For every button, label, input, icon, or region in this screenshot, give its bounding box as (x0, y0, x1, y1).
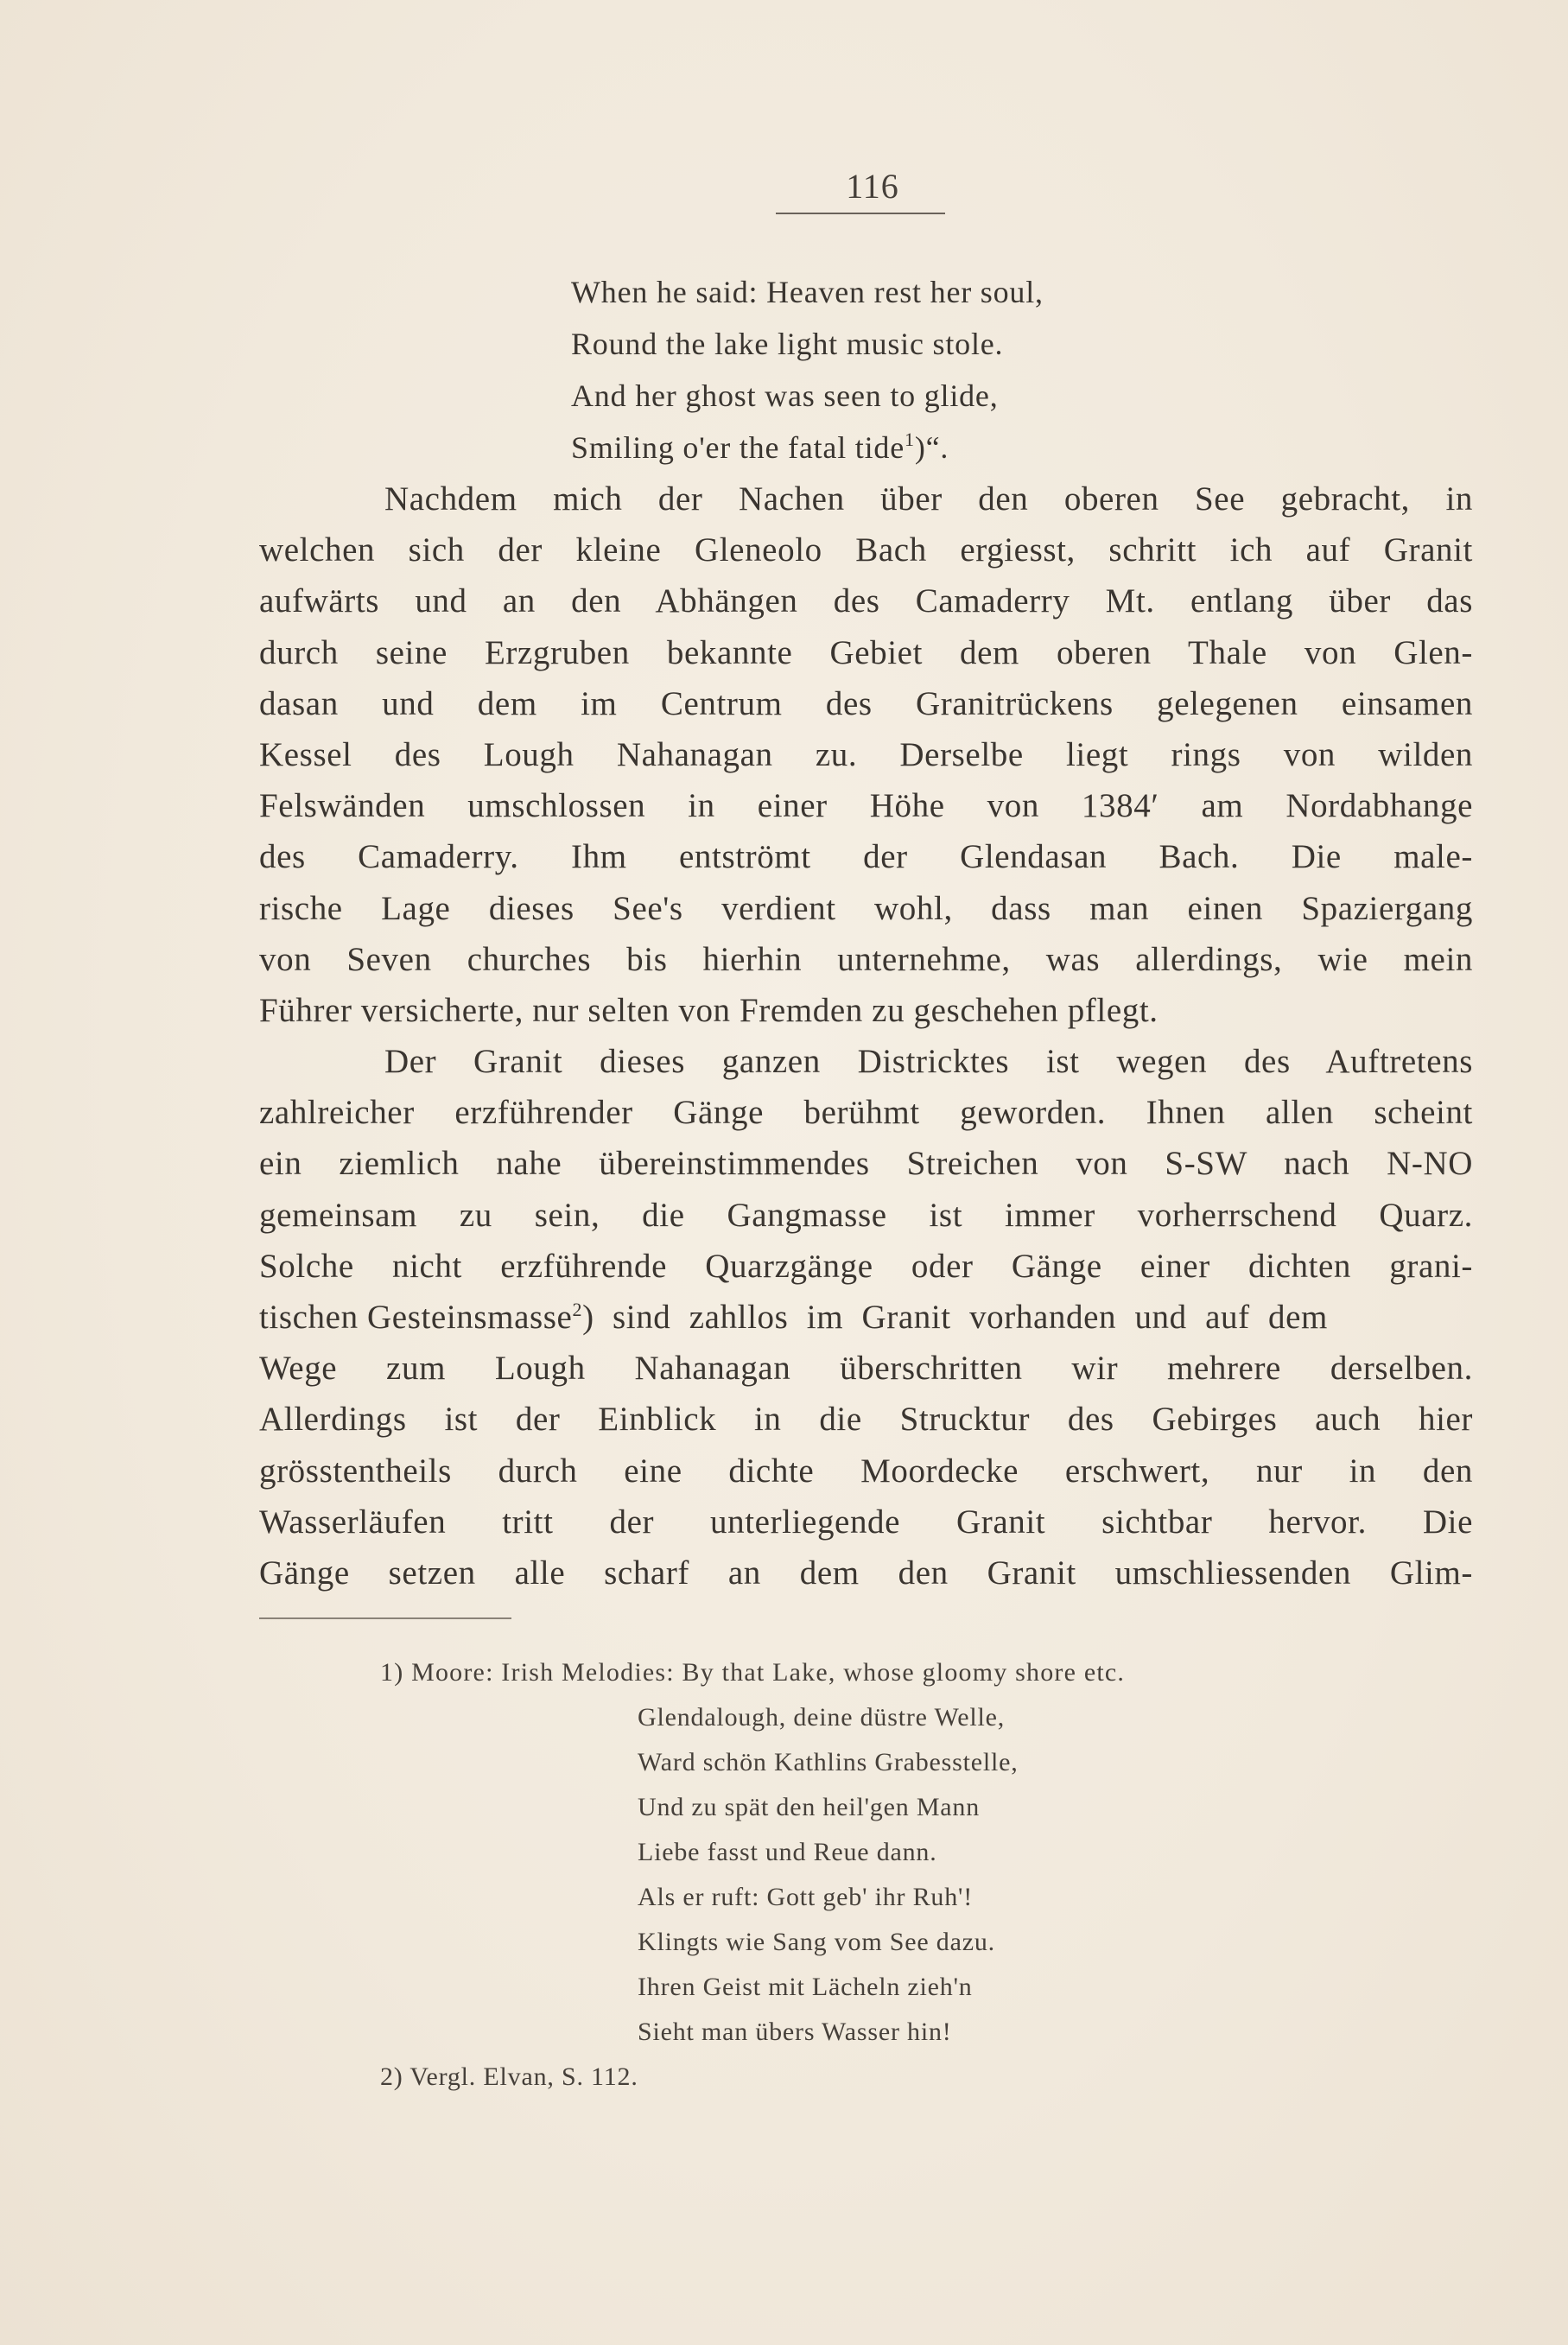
footnote-verse-line: Und zu spät den heil'gen Mann (638, 1793, 981, 1821)
poem-line: And her ghost was seen to glide, (571, 378, 999, 413)
body-line: Der Granit dieses ganzen Districktes ist wegen des Auftretens (384, 1043, 1473, 1081)
body-line: Wege zum Lough Nahanagan überschritten wir mehrere derselben. (259, 1350, 1473, 1388)
body-line: von Seven churches bis hierhin unternehme, was allerdings, wie mein (259, 940, 1473, 978)
body-line: durch seine Erzgruben bekannte Gebiet dem oberen Thale von Glen- (259, 633, 1473, 671)
footnote-verse-line: Sieht man übers Wasser hin! (638, 2018, 952, 2046)
body-line: Kessel des Lough Nahanagan zu. Derselbe liegt rings von wilden (259, 735, 1473, 773)
body-line: Felswänden umschlossen in einer Höhe von 1384′ am Nordabhange (259, 787, 1473, 825)
footnote-verse-line: Ihren Geist mit Lächeln zieh'n (638, 1973, 973, 2001)
poem-line-text: Smiling o'er the fatal tide (571, 430, 905, 465)
footnote-marker: 1) (380, 1658, 404, 1687)
footnote-verse-line: Klingts wie Sang vom See dazu. (638, 1928, 995, 1956)
body-line: dasan und dem im Centrum des Granitrückens gelegenen einsamen (259, 684, 1473, 722)
poem-line: Round the lake light music stole. (571, 327, 1004, 361)
body-line: ein ziemlich nahe übereinstimmendes Streichen von S-SW nach N-NO (259, 1145, 1473, 1183)
footnote-text: Vergl. Elvan, S. 112. (409, 2062, 638, 2091)
footnote-text: Moore: Irish Melodies: By that Lake, whose gloomy shore etc. (411, 1658, 1126, 1687)
footnote-verse-line: Ward schön Kathlins Grabesstelle, (638, 1748, 1019, 1776)
footnote-verse-line: Als er ruft: Gott geb' ihr Ruh'! (638, 1883, 974, 1911)
footnote-divider (259, 1617, 511, 1619)
footnote-verse-line: Glendalough, deine düstre Welle, (638, 1703, 1006, 1732)
body-line (259, 1292, 1473, 1343)
body-line: Führer versicherte, nur selten von Fremden zu geschehen pflegt. (259, 991, 1159, 1029)
body-line: Solche nicht erzführende Quarzgänge oder Gänge einer dichten grani- (259, 1247, 1473, 1285)
body-line: Nachdem mich der Nachen über den oberen See gebracht, in (384, 480, 1473, 518)
poem-quote (571, 266, 1262, 473)
footnotes (380, 1650, 1374, 2100)
body-line: aufwärts und an den Abhängen des Camaderry Mt. entlang über das (259, 582, 1473, 620)
body-line: grösstentheils durch eine dichte Moordecke erschwert, nur in den (259, 1452, 1473, 1490)
body-text (259, 473, 1473, 1598)
body-line: zahlreicher erzführender Gänge berühmt geworden. Ihnen allen scheint (259, 1094, 1473, 1132)
body-line: des Camaderry. Ihm entströmt der Glendasan Bach. Die male- (259, 838, 1473, 876)
body-line: Allerdings ist der Einblick in die Strucktur des Gebirges auch hier (259, 1401, 1473, 1439)
footnote-2 (380, 2055, 1374, 2100)
body-line: welchen sich der kleine Gleneolo Bach ergiesst, schritt ich auf Granit (259, 531, 1473, 569)
body-line-text: tischen Gesteinsmasse (259, 1299, 573, 1336)
poem-line-tail: )“. (914, 430, 949, 465)
body-line: rische Lage dieses See's verdient wohl, dass man einen Spaziergang (259, 889, 1473, 927)
poem-line: When he said: Heaven rest her soul, (571, 275, 1044, 309)
footnote-1 (380, 1650, 1374, 1695)
footnote-ref: 1 (905, 429, 915, 450)
page-number: 116 (846, 167, 899, 206)
body-line: gemeinsam zu sein, die Gangmasse ist immer vorherrschend Quarz. (259, 1196, 1473, 1234)
body-line: Wasserläufen tritt der unterliegende Granit sichtbar hervor. Die (259, 1503, 1473, 1541)
footnote-marker: 2) (380, 2062, 403, 2091)
body-line: Gänge setzen alle scharf an dem den Granit umschliessenden Glim- (259, 1554, 1473, 1592)
page-number-rule (776, 213, 945, 214)
footnote-ref: 2 (572, 1299, 583, 1320)
poem-line (571, 422, 1262, 473)
body-line-tail: ) sind zahllos im Granit vorhanden und auf dem (582, 1299, 1328, 1336)
footnote-verse-line: Liebe fasst und Reue dann. (638, 1838, 937, 1866)
